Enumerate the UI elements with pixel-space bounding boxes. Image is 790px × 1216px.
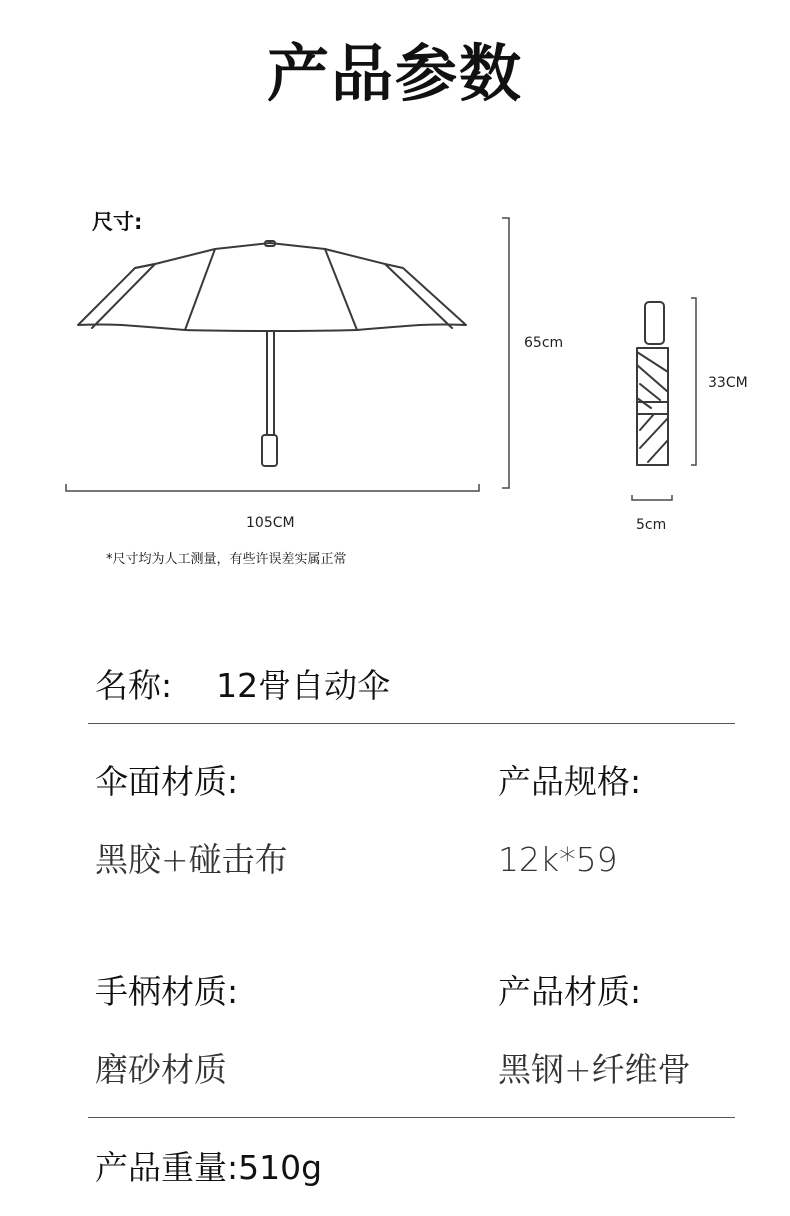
canopy-material-value: 黑胶+碰击布 [95,840,288,879]
canopy-rib [385,264,452,328]
divider [88,1117,735,1118]
umbrella-handle [262,435,277,466]
closed-umbrella-fold [640,414,668,462]
product-weight-row [95,1146,322,1190]
product-material-value: 黑钢+纤维骨 [498,1050,691,1089]
width-closed-label: 5cm [636,517,667,533]
canopy-material-label: 伞面材质: [95,762,239,801]
product-name-row [95,664,390,708]
handle-material-label: 手柄材质: [95,972,239,1011]
shaft-joint [267,402,274,435]
product-material-label: 产品材质: [498,972,642,1011]
canopy-rib [92,264,155,328]
width-dimension-line [66,484,479,491]
closed-width-dimension-line [632,495,672,500]
closed-umbrella-fold [637,352,668,408]
product-spec-value: 12k*59 [498,840,618,879]
product-weight-value: 510g [238,1148,323,1187]
width-open-label: 105CM [246,515,295,531]
height-open-label: 65cm [524,335,564,351]
product-name-label: 名称: [95,666,173,705]
product-name-value: 12骨自动伞 [216,666,391,705]
height-dimension-line [502,218,509,488]
handle-material-value: 磨砂材质 [95,1050,227,1089]
divider [88,723,735,724]
page-title: 产品参数 [266,37,523,110]
canopy-rib [325,249,357,330]
umbrella-diagram [0,0,790,600]
measurement-note: *尺寸均为人工测量，有些许误差实属正常 [106,552,347,567]
size-label: 尺寸: [92,210,143,234]
height-closed-label: 33CM [708,375,748,391]
canopy-rib [185,249,215,330]
closed-height-dimension-line [691,298,696,465]
closed-umbrella-handle [645,302,664,344]
product-weight-label: 产品重量: [95,1148,239,1187]
product-spec-label: 产品规格: [498,762,642,801]
